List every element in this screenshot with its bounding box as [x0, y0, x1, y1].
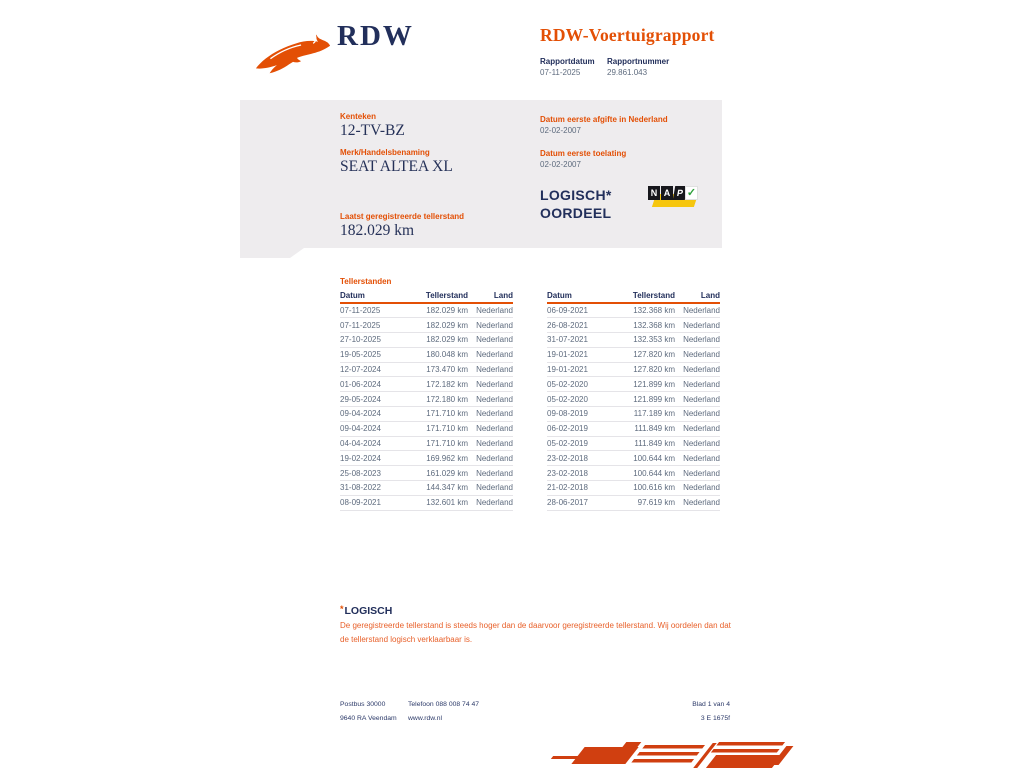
odometer-cell: Nederland: [468, 392, 513, 407]
odometer-cell: Nederland: [675, 347, 720, 362]
odometer-row: [340, 362, 513, 377]
odometer-cell: 07-11-2025: [340, 318, 410, 333]
footer-page-number: Blad 1 van 4: [692, 701, 730, 708]
toelating-value: 02-02-2007: [540, 160, 581, 169]
odometer-cell: Nederland: [468, 436, 513, 451]
report-date-label: Rapportdatum: [540, 57, 595, 66]
odometer-row: [547, 481, 720, 496]
odometer-cell: Nederland: [468, 377, 513, 392]
odometer-row: [547, 451, 720, 466]
odometer-row: [547, 392, 720, 407]
odometer-cell: 19-01-2021: [547, 362, 617, 377]
odometer-table-left: [340, 289, 513, 511]
odometer-cell: Nederland: [675, 421, 720, 436]
odometer-cell: Nederland: [675, 451, 720, 466]
document-title: RDW-Voertuigrapport: [540, 25, 715, 45]
odometer-row: [340, 451, 513, 466]
footnote-body: De geregistreerde tellerstand is steeds hoger dan de daarvoor geregistreerde tellerstand. Wij oordelen dan dat de tellerstand logisch verklaarbaar is.: [340, 621, 731, 644]
odometer-row: [340, 407, 513, 422]
odometer-cell: Nederland: [468, 466, 513, 481]
odometer-row: [340, 377, 513, 392]
odometer-cell: 127.820 km: [617, 347, 675, 362]
odometer-cell: 09-04-2024: [340, 421, 410, 436]
odometer-cell: 127.820 km: [617, 362, 675, 377]
rdw-bird-logo-icon: [252, 24, 334, 74]
odometer-row: [547, 407, 720, 422]
odometer-row: [547, 362, 720, 377]
odometer-cell: 173.470 km: [410, 362, 468, 377]
odometer-cell: 04-04-2024: [340, 436, 410, 451]
afgifte-label: Datum eerste afgifte in Nederland: [540, 115, 668, 124]
odometer-cell: 26-08-2021: [547, 318, 617, 333]
toelating-label: Datum eerste toelating: [540, 149, 627, 158]
column-header-land: Land: [675, 289, 720, 303]
odometer-cell: 31-08-2022: [340, 481, 410, 496]
odometer-row: [340, 466, 513, 481]
oordeel-line2: OORDEEL: [540, 205, 612, 221]
odometer-cell: 172.180 km: [410, 392, 468, 407]
odometer-row: [340, 481, 513, 496]
oordeel-line1: LOGISCH*: [540, 187, 612, 203]
odometer-cell: 21-02-2018: [547, 481, 617, 496]
rdw-wordmark: RDW: [337, 20, 414, 52]
odometer-cell: Nederland: [468, 495, 513, 510]
column-header-land: Land: [468, 289, 513, 303]
odometer-cell: 06-09-2021: [547, 303, 617, 318]
odometer-cell: 05-02-2019: [547, 436, 617, 451]
odometer-row: [340, 421, 513, 436]
odometer-header-row: [547, 289, 720, 303]
footnote-title: [340, 604, 392, 617]
odometer-row: [340, 495, 513, 510]
odometer-row: [547, 333, 720, 348]
odometer-cell: 111.849 km: [617, 436, 675, 451]
odometer-row: [547, 421, 720, 436]
odometer-cell: Nederland: [675, 466, 720, 481]
odometer-cell: 144.347 km: [410, 481, 468, 496]
report-date-value: 07-11-2025: [540, 68, 581, 77]
footer-address-line1: Postbus 30000: [340, 701, 386, 708]
odometer-row: [340, 333, 513, 348]
odometer-cell: Nederland: [675, 318, 720, 333]
nap-check-icon: ✓: [686, 187, 697, 199]
odometer-cell: 172.182 km: [410, 377, 468, 392]
odometer-cell: 132.601 km: [410, 495, 468, 510]
odometer-cell: Nederland: [675, 392, 720, 407]
afgifte-value: 02-02-2007: [540, 126, 581, 135]
odometer-cell: 132.368 km: [617, 318, 675, 333]
odometer-cell: 169.962 km: [410, 451, 468, 466]
odometer-row: [547, 466, 720, 481]
odometer-cell: 100.616 km: [617, 481, 675, 496]
footer-address: [340, 698, 397, 726]
nap-letter-a: A: [661, 186, 673, 200]
odometer-cell: 27-10-2025: [340, 333, 410, 348]
odometer-cell: 05-02-2020: [547, 392, 617, 407]
footer-phone: Telefoon 088 008 74 47: [408, 701, 480, 708]
odometer-cell: 121.899 km: [617, 392, 675, 407]
odometer-cell: 28-06-2017: [547, 495, 617, 510]
merk-label: Merk/Handelsbenaming: [340, 148, 430, 157]
odometer-cell: Nederland: [468, 421, 513, 436]
odometer-cell: 100.644 km: [617, 466, 675, 481]
odometer-row: [340, 303, 513, 318]
odometer-cell: 171.710 km: [410, 436, 468, 451]
odometer-cell: 182.029 km: [410, 333, 468, 348]
odometer-cell: Nederland: [468, 303, 513, 318]
odometer-cell: 19-02-2024: [340, 451, 410, 466]
footer-address-line2: 9640 RA Veendam: [340, 715, 397, 722]
report-number-value: 29.861.043: [607, 68, 648, 77]
column-header-datum: Datum: [547, 289, 617, 303]
odometer-cell: 29-05-2024: [340, 392, 410, 407]
odometer-cell: 100.644 km: [617, 451, 675, 466]
footer-page-info: [600, 698, 730, 726]
odometer-cell: 23-02-2018: [547, 451, 617, 466]
report-number-label: Rapportnummer: [607, 57, 670, 66]
odometer-cell: Nederland: [468, 318, 513, 333]
odometer-cell: 12-07-2024: [340, 362, 410, 377]
odometer-cell: 09-08-2019: [547, 407, 617, 422]
oordeel-text: [540, 186, 612, 222]
odometer-cell: 23-02-2018: [547, 466, 617, 481]
odometer-cell: Nederland: [675, 481, 720, 496]
odometer-cell: 97.619 km: [617, 495, 675, 510]
odometer-cell: Nederland: [675, 407, 720, 422]
odometer-cell: 31-07-2021: [547, 333, 617, 348]
odometer-cell: Nederland: [468, 481, 513, 496]
footnote-title-text: LOGISCH: [344, 605, 393, 617]
odometer-header-row: [340, 289, 513, 303]
footnote-asterisk: *: [340, 604, 344, 614]
odometer-row: [340, 436, 513, 451]
odometer-cell: 171.710 km: [410, 421, 468, 436]
odometer-cell: Nederland: [468, 333, 513, 348]
odometer-cell: Nederland: [468, 362, 513, 377]
footer-contact: [408, 698, 479, 726]
odometer-cell: 180.048 km: [410, 347, 468, 362]
footer-form-code: 3 E 1675f: [700, 715, 730, 722]
nap-logo: [648, 185, 698, 211]
odometer-cell: 161.029 km: [410, 466, 468, 481]
odometer-cell: Nederland: [675, 436, 720, 451]
odometer-cell: 182.029 km: [410, 303, 468, 318]
odometer-row: [547, 347, 720, 362]
odometer-cell: 09-04-2024: [340, 407, 410, 422]
odometer-cell: 19-01-2021: [547, 347, 617, 362]
odometer-cell: 132.368 km: [617, 303, 675, 318]
kenteken-value: 12-TV-BZ: [340, 122, 405, 139]
odometer-row: [340, 318, 513, 333]
merk-value: SEAT ALTEA XL: [340, 158, 453, 175]
odometer-cell: Nederland: [468, 451, 513, 466]
kenteken-label: Kenteken: [340, 112, 377, 121]
odometer-cell: 182.029 km: [410, 318, 468, 333]
footer-website[interactable]: www.rdw.nl: [408, 715, 442, 722]
odometer-row: [547, 318, 720, 333]
odometer-row: [547, 377, 720, 392]
odometer-cell: Nederland: [675, 362, 720, 377]
odometer-cell: 25-08-2023: [340, 466, 410, 481]
odometer-row: [340, 347, 513, 362]
odometer-cell: 132.353 km: [617, 333, 675, 348]
column-header-tellerstand: Tellerstand: [617, 289, 675, 303]
tellerstand-label: Laatst geregistreerde tellerstand: [340, 212, 465, 221]
odometer-row: [340, 392, 513, 407]
odometer-cell: Nederland: [468, 347, 513, 362]
odometer-cell: Nederland: [675, 377, 720, 392]
odometer-cell: Nederland: [675, 333, 720, 348]
odometer-cell: 07-11-2025: [340, 303, 410, 318]
odometer-row: [547, 495, 720, 510]
odometer-cell: 05-02-2020: [547, 377, 617, 392]
odometer-table-right: [547, 289, 720, 511]
odometer-cell: 08-09-2021: [340, 495, 410, 510]
odometer-cell: 121.899 km: [617, 377, 675, 392]
column-header-tellerstand: Tellerstand: [410, 289, 468, 303]
odometer-cell: Nederland: [675, 495, 720, 510]
odometer-cell: 06-02-2019: [547, 421, 617, 436]
nap-letter-p: P: [673, 186, 687, 200]
odometer-cell: 171.710 km: [410, 407, 468, 422]
nap-letter-n: N: [648, 186, 660, 200]
odometer-cell: Nederland: [675, 303, 720, 318]
odometer-cell: 111.849 km: [617, 421, 675, 436]
odometer-cell: 01-06-2024: [340, 377, 410, 392]
odometer-cell: 117.189 km: [617, 407, 675, 422]
odometer-row: [547, 436, 720, 451]
column-header-datum: Datum: [340, 289, 410, 303]
tellerstand-value: 182.029 km: [340, 222, 415, 239]
odometer-section-title: Tellerstanden: [340, 277, 392, 286]
odometer-cell: Nederland: [468, 407, 513, 422]
odometer-row: [547, 303, 720, 318]
odometer-cell: 19-05-2025: [340, 347, 410, 362]
